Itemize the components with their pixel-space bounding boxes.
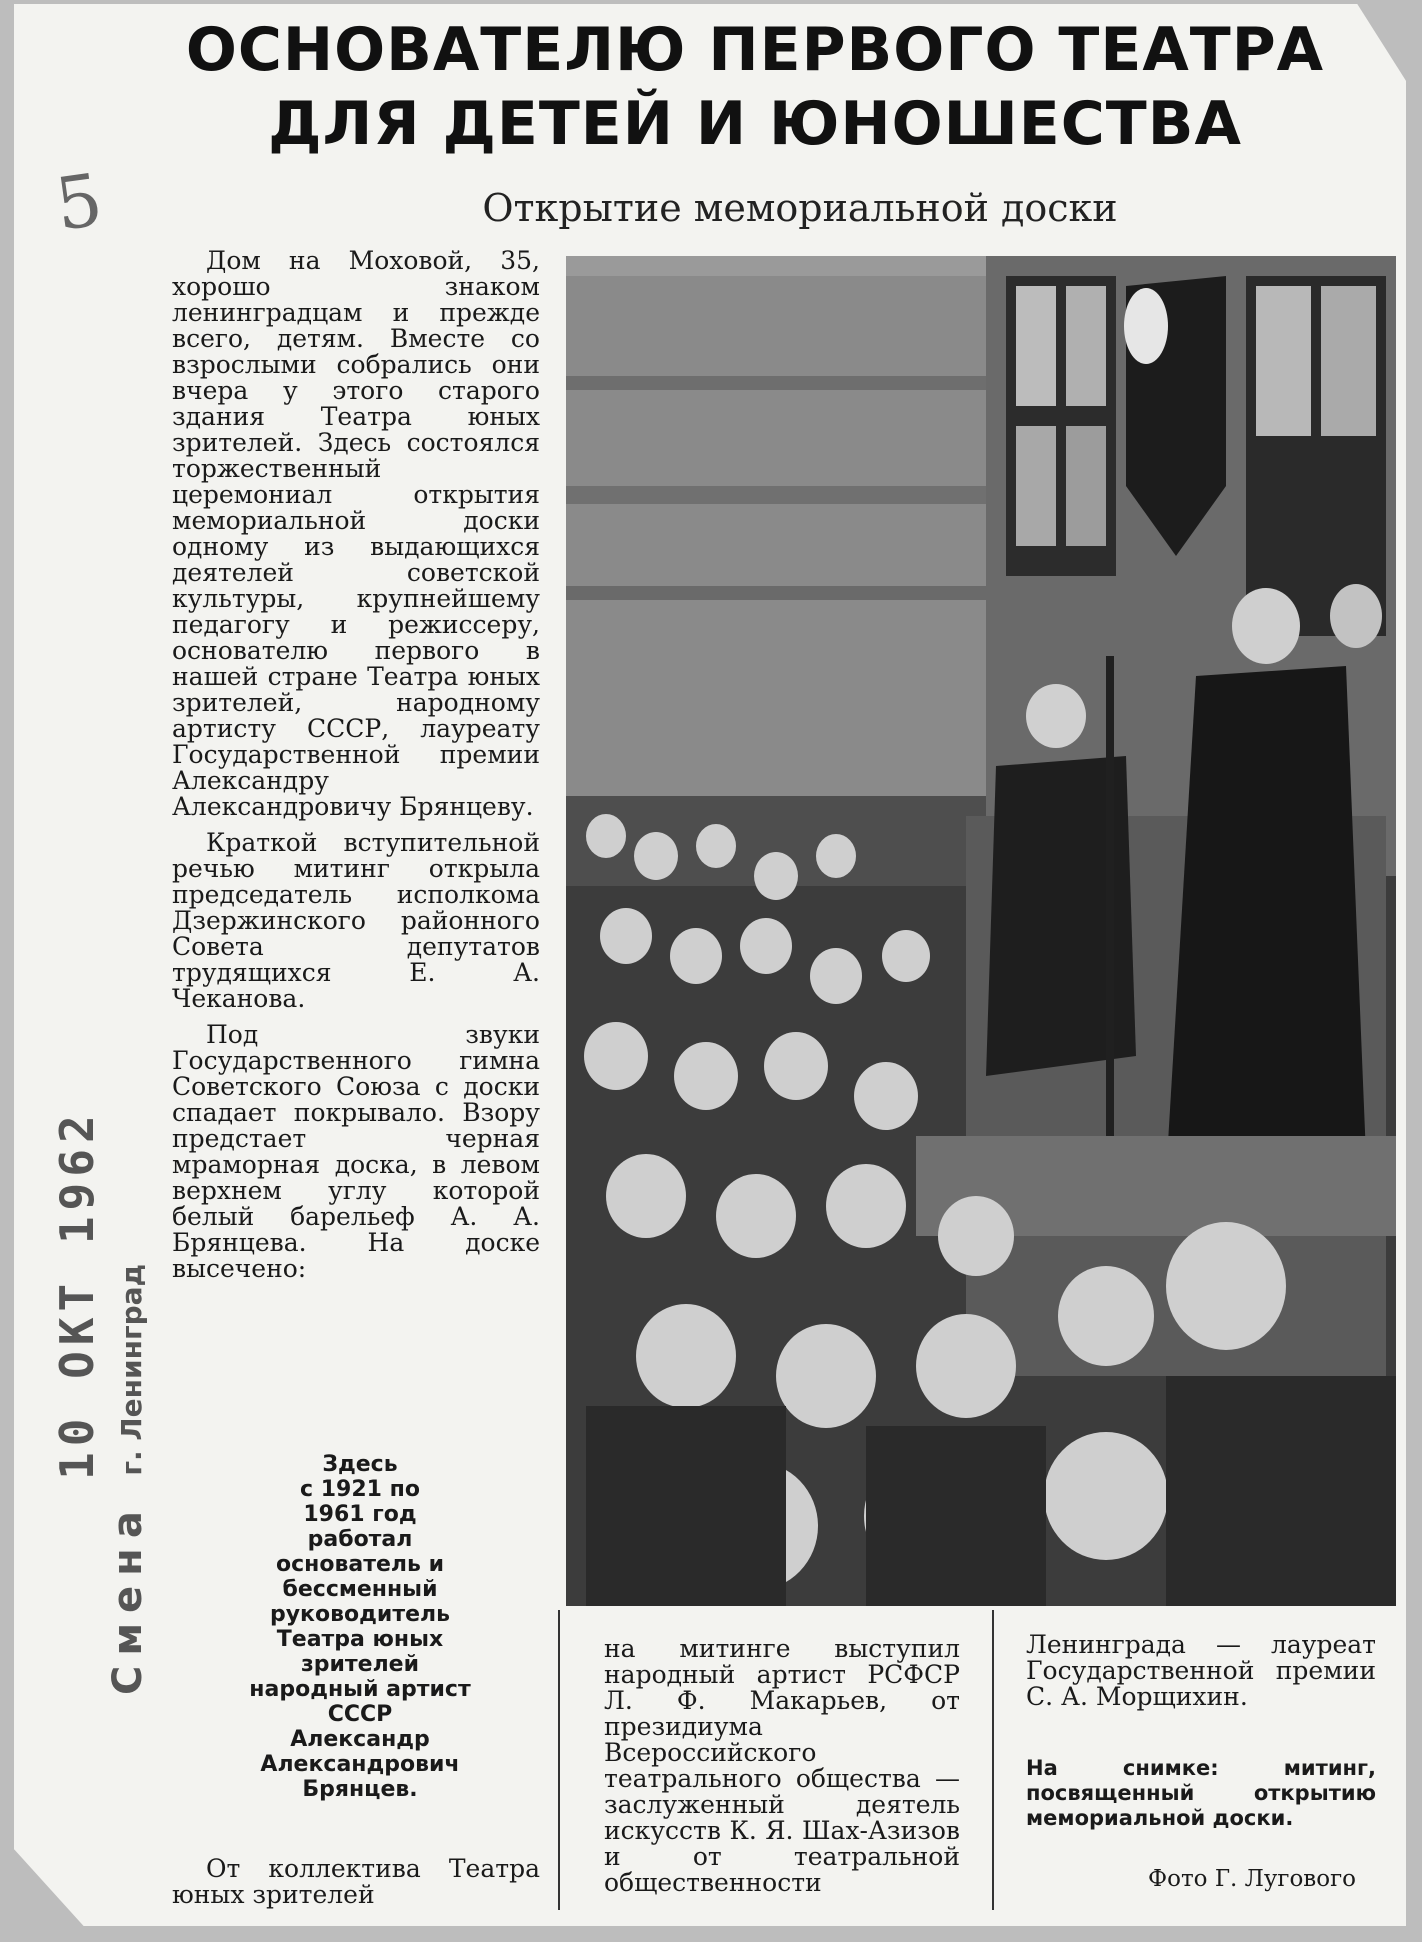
- inscription-line: Театра юных: [276, 1627, 444, 1652]
- inscription-line: с 1921 по: [300, 1477, 420, 1502]
- inscription-line: народный артист: [249, 1677, 471, 1702]
- photo-illustration: [566, 256, 1396, 1606]
- headline-line-2: ДЛЯ ДЕТЕЙ И ЮНОШЕСТВА: [268, 89, 1242, 159]
- newspaper-stamp: [105, 1263, 175, 1695]
- inscription-line: зрителей: [300, 1652, 420, 1677]
- plaque-inscription: [210, 1452, 510, 1802]
- inscription-line: основатель и: [275, 1552, 444, 1577]
- photo-credit: Фото Г. Лугового: [1148, 1866, 1356, 1892]
- photo-caption: На снимке: митинг, посвященный открытию мемориальной доски.: [1026, 1756, 1376, 1830]
- headline-line-1: ОСНОВАТЕЛЮ ПЕРВОГО ТЕАТРА: [185, 15, 1325, 85]
- photo-meeting: [566, 256, 1396, 1606]
- article-paragraph-3: Под звуки Государственного гимна Советского Союза с доски спадает покрывало. Взору предстает черная мраморная доска, в левом верхнем углу которой белый барельеф А. А. Брянцева. На доске высечено:: [172, 1020, 540, 1283]
- article-paragraph-4: От коллектива Театра юных зрителей: [172, 1854, 540, 1909]
- article-paragraph-5: на митинге выступил народный артист РСФСР Л. Ф. Макарьев, от президиума Всероссийского театрального общества — заслуженный деятель искусств К. Я. Шах-Азизов и от театральной общественности: [604, 1634, 960, 1897]
- pencil-mark: 5: [50, 157, 108, 247]
- article-paragraph-1: Дом на Моховой, 35, хорошо знаком ленинградцам и прежде всего, детям. Вместе со взрослыми собрались они вчера у этого старого здания Театра юных зрителей. Здесь состоялся торжественный церемониал открытия мемориальной доски одному из выдающихся деятелей советской культуры, крупнейшему педагогу и режиссеру, основателю первого в нашей стране Театра юных зрителей, народному артисту СССР, лауреату Государственной премии Александру Александровичу Брянцеву.: [172, 246, 540, 821]
- inscription-line: 1961 год: [303, 1502, 417, 1527]
- article-column-2: [604, 1636, 960, 1906]
- article-column-1: [172, 248, 540, 1292]
- article-column-3: [1026, 1632, 1376, 1720]
- stamp-city: г. Ленинград: [115, 1263, 148, 1476]
- inscription-line: работал: [307, 1527, 413, 1552]
- article-paragraph-2: Краткой вступительной речью митинг открыла председатель исполкома Дзержинского районного Совета депутатов трудящихся Е. А. Чеканова.: [172, 828, 540, 1013]
- subheadline: Открытие мемориальной доски: [482, 186, 1118, 230]
- inscription-line: СССР: [327, 1702, 393, 1727]
- stamp-paper-name: Смена: [105, 1501, 151, 1695]
- inscription-line: Здесь: [322, 1452, 398, 1477]
- article-column-1-end: [172, 1856, 540, 1918]
- inscription-line: бессменный: [282, 1577, 438, 1602]
- column-rule: [558, 1610, 560, 1910]
- column-rule: [992, 1610, 994, 1910]
- inscription-line: руководитель: [269, 1602, 451, 1627]
- article-paragraph-6: Ленинграда — лауреат Государственной премии С. А. Морщихин.: [1026, 1630, 1376, 1711]
- date-stamp: 10 ОКТ 1962: [50, 1109, 104, 1480]
- inscription-line: Александрович: [260, 1752, 460, 1777]
- inscription-line: Брянцев.: [302, 1777, 418, 1802]
- inscription-line: Александр: [290, 1727, 430, 1752]
